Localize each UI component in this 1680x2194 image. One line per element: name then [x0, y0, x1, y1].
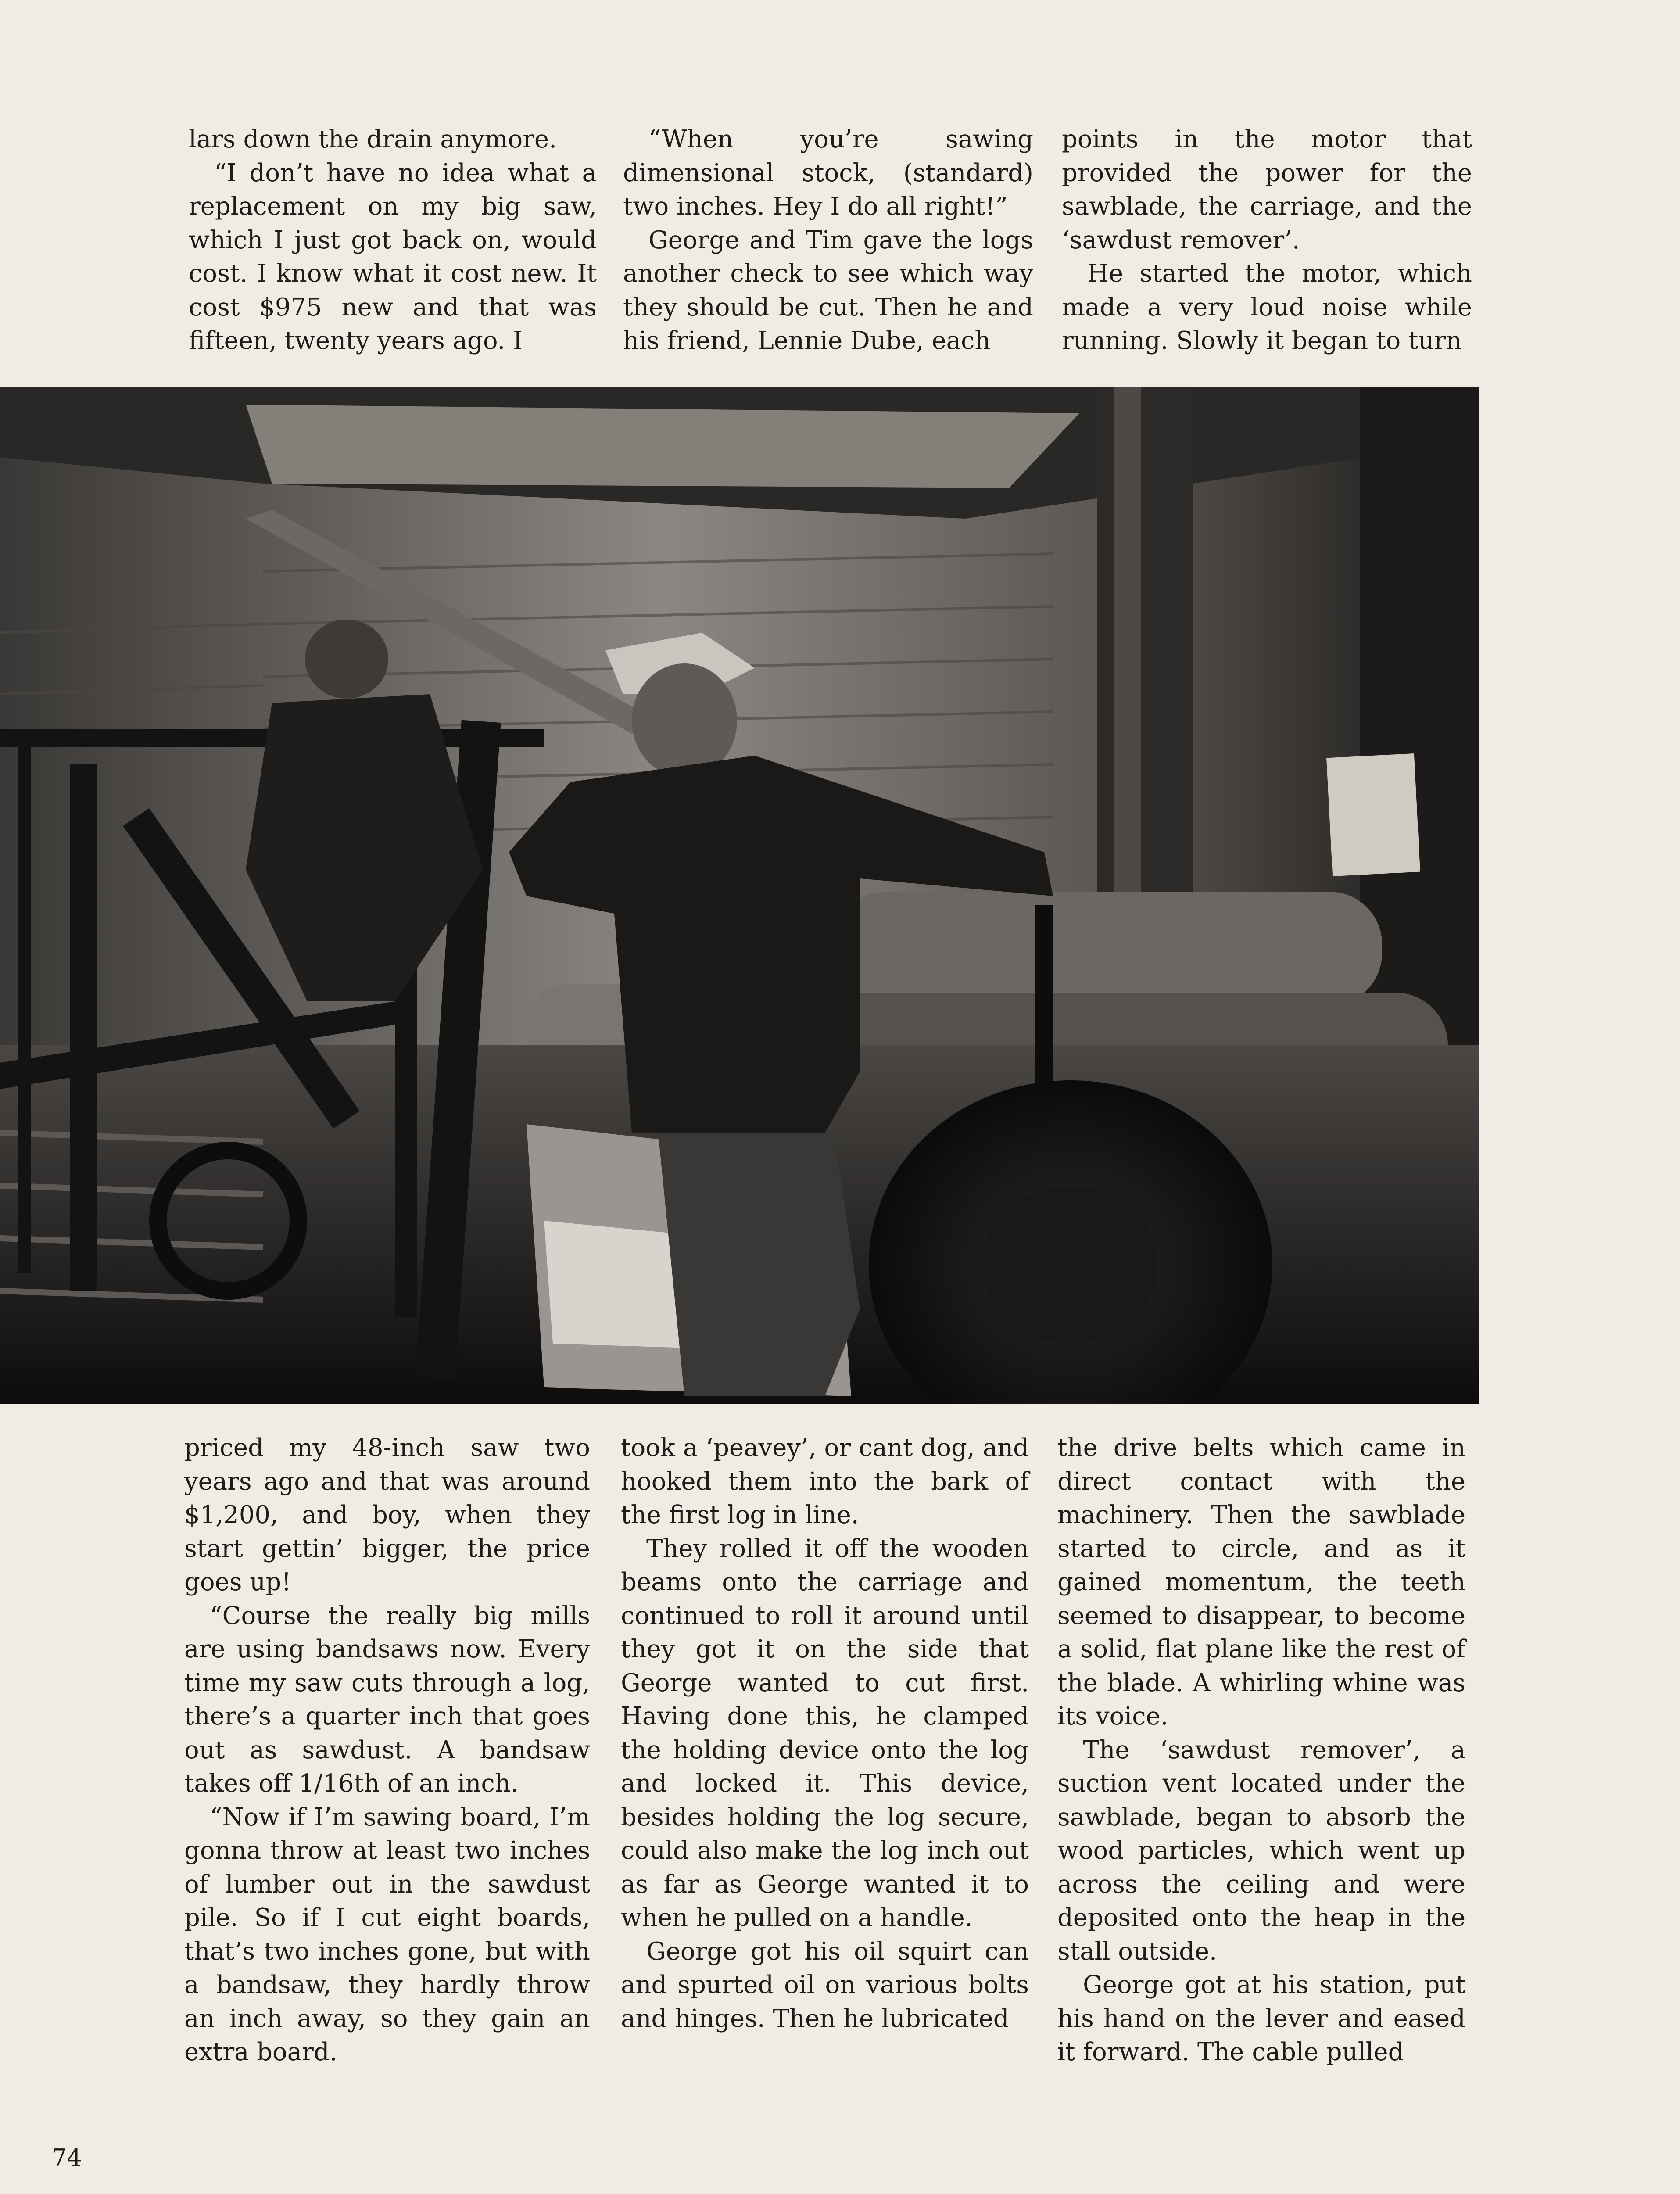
- sawmill-photograph: [0, 387, 1479, 1404]
- page-number: 74: [52, 2144, 82, 2172]
- paragraph: priced my 48-inch saw two years ago and that was around $1,200, and boy, when they start gettin’ bigger, the price goes up!: [184, 1434, 590, 1596]
- paragraph: took a ‘peavey’, or cant dog, and hooked them into the bark of the first log in line.: [621, 1434, 1029, 1529]
- article-column-bottom-3: [1057, 1431, 1465, 2069]
- article-column-bottom-2: [621, 1431, 1029, 2036]
- paragraph: They rolled it off the wooden beams onto the carriage and continued to roll it around until they got it on the side that George wanted to cut first. Having done this, he clamped the holding device onto the log and locked it. This device, besides holding the log secure, could also make the log inch out as far as George wanted it to when he pulled on a handle.: [621, 1534, 1029, 1932]
- paragraph: George got at his station, put his hand on the lever and eased it forward. The cable pulled: [1057, 1971, 1465, 2066]
- paragraph: The ‘sawdust remover’, a suction vent located under the sawblade, began to absorb the wood particles, which went up across the ceiling and were deposited onto the heap in the stall outside.: [1057, 1735, 1465, 1966]
- article-column-top-1: [189, 123, 597, 358]
- paragraph: George and Tim gave the logs another check to see which way they should be cut. Then he and his friend, Lennie Dube, each: [623, 226, 1033, 355]
- paragraph: “When you’re sawing dimensional stock, (standard) two inches. Hey I do all right!”: [623, 125, 1033, 221]
- article-column-top-3: [1062, 123, 1472, 358]
- article-column-bottom-1: [184, 1431, 590, 2069]
- article-column-top-2: [623, 123, 1033, 358]
- paragraph: “I don’t have no idea what a replacement on my big saw, which I just got back on, would cost. I know what it cost new. It cost $975 new and that was fifteen, twenty years ago. I: [189, 158, 597, 355]
- paragraph: He started the motor, which made a very loud noise while running. Slowly it began to turn: [1062, 259, 1472, 355]
- paragraph: “Now if I’m sawing board, I’m gonna throw at least two inches of lumber out in the sawdust pile. So if I cut eight boards, that’s two inches gone, but with a bandsaw, they hardly throw an inch away, so they gain an extra board.: [184, 1803, 590, 2066]
- paragraph: George got his oil squirt can and spurted oil on various bolts and hinges. Then he lubricated: [621, 1937, 1029, 2033]
- paragraph: points in the motor that provided the power for the sawblade, the carriage, and the ‘sawdust remover’.: [1062, 125, 1472, 255]
- paragraph: the drive belts which came in direct contact with the machinery. Then the sawblade started to circle, and as it gained momentum, the teeth seemed to disappear, to become a solid, flat plane like the rest of the blade. A whirling whine was its voice.: [1057, 1434, 1465, 1731]
- photograph-illustration: [0, 387, 1479, 1404]
- paragraph: “Course the really big mills are using bandsaws now. Every time my saw cuts through a log, there’s a quarter inch that goes out as sawdust. A bandsaw takes off 1/16th of an inch.: [184, 1601, 590, 1798]
- paragraph: lars down the drain anymore.: [189, 125, 557, 154]
